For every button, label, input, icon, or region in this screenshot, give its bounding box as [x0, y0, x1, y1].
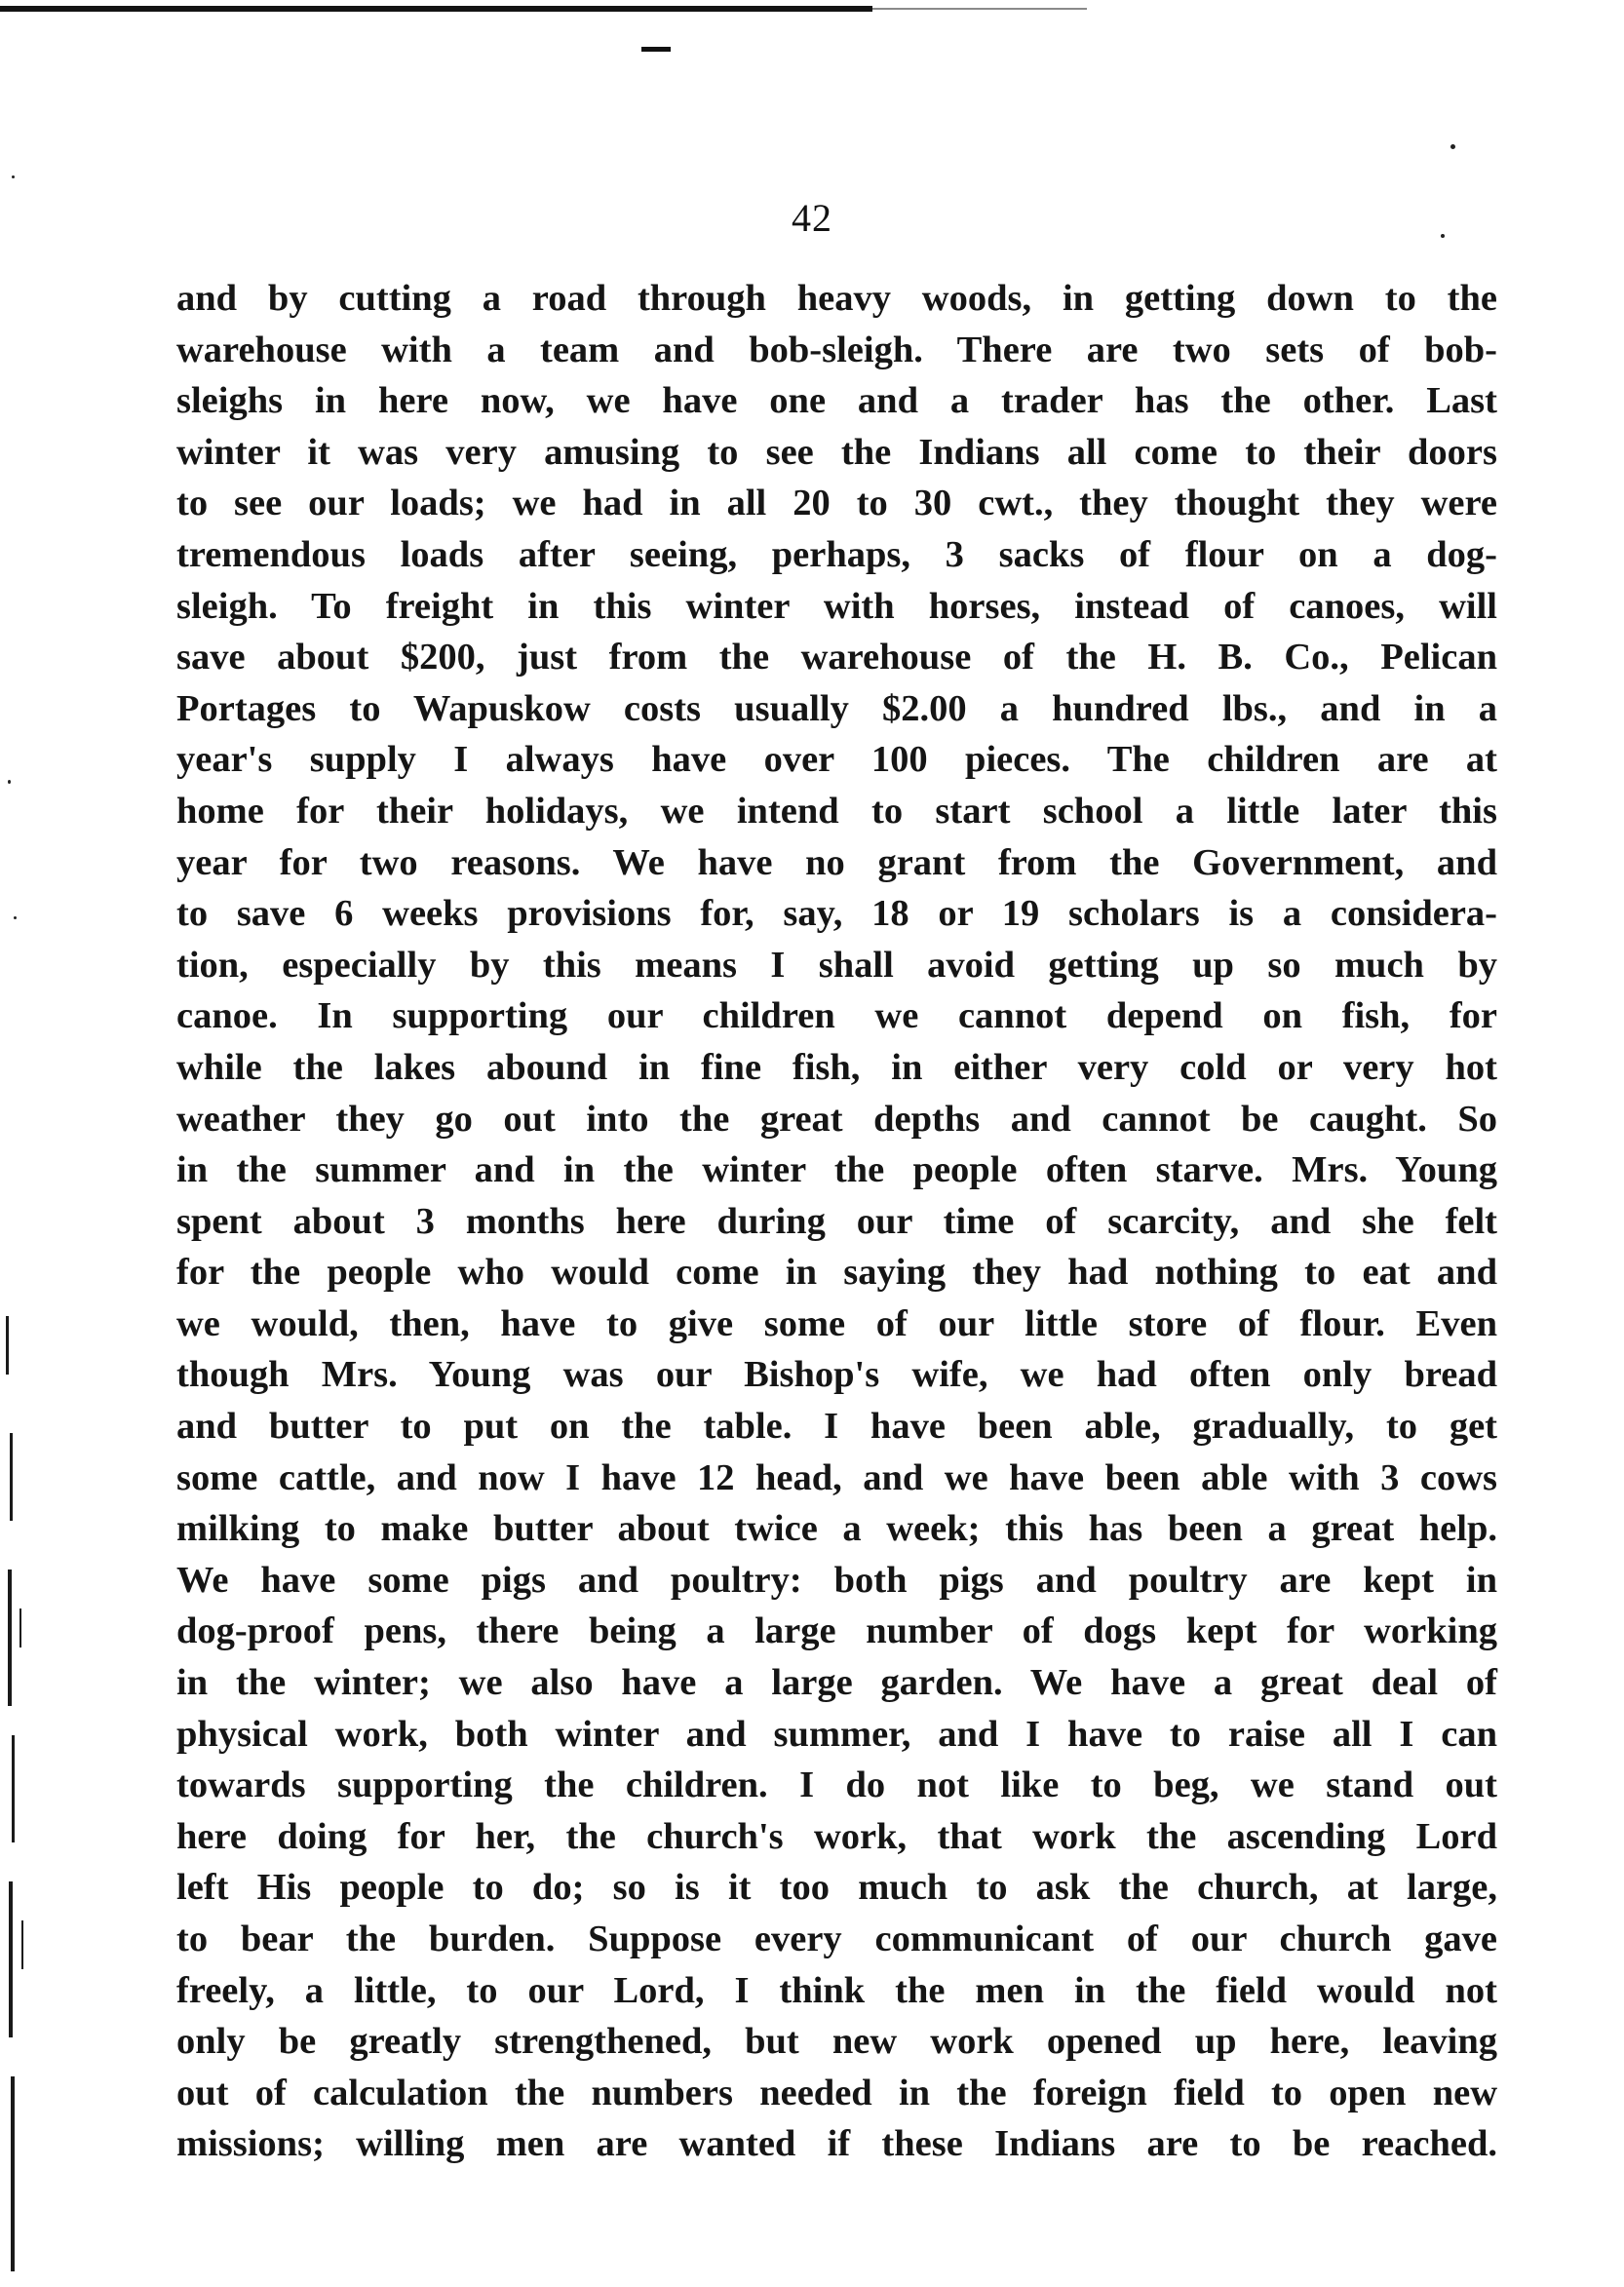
- text-line: some cattle, and now I have 12 head, and we have been able with 3 cows: [176, 1456, 1497, 1498]
- text-line: for the people who would come in saying they had nothing to eat and: [176, 1252, 1497, 1294]
- scan-speck: [1450, 144, 1455, 149]
- text-line: in the summer and in the winter the people often starve. Mrs. Young: [176, 1149, 1497, 1191]
- text-line: towards supporting the children. I do not like to beg, we stand out: [176, 1764, 1497, 1806]
- text-line: we would, then, have to give some of our little store of flour. Even: [176, 1302, 1497, 1344]
- text-line: while the lakes abound in fine fish, in either very cold or very hot: [176, 1046, 1497, 1088]
- text-line: and butter to put on the table. I have been able, gradually, to get: [176, 1406, 1497, 1448]
- text-line: year for two reasons. We have no grant from the Government, and: [176, 841, 1497, 883]
- text-line: missions; willing men are wanted if these Indians are to be reached.: [176, 2123, 1497, 2165]
- text-line: only be greatly strengthened, but new work opened up here, leaving: [176, 2021, 1497, 2063]
- text-line: physical work, both winter and summer, and I have to raise all I can: [176, 1713, 1497, 1755]
- text-line: canoe. In supporting our children we cannot depend on fish, for: [176, 995, 1497, 1037]
- text-line: sleigh. To freight in this winter with horses, instead of canoes, will: [176, 585, 1497, 627]
- text-line: out of calculation the numbers needed in the foreign field to open new: [176, 2072, 1497, 2113]
- text-line: milking to make butter about twice a week; this has been a great help.: [176, 1508, 1497, 1550]
- page-number: 42: [792, 196, 832, 240]
- text-line: home for their holidays, we intend to start school a little later this: [176, 790, 1497, 832]
- scan-speck: [12, 175, 15, 178]
- text-line: spent about 3 months here during our time of scarcity, and she felt: [176, 1200, 1497, 1242]
- text-line: dog-proof pens, there being a large number of dogs kept for working: [176, 1610, 1497, 1652]
- scan-speck: [14, 916, 17, 919]
- text-line: save about $200, just from the warehouse of the H. B. Co., Pelican: [176, 637, 1497, 678]
- text-line: to bear the burden. Suppose every communicant of our church gave: [176, 1919, 1497, 1959]
- text-line: tion, especially by this means I shall avoid getting up so much by: [176, 944, 1497, 986]
- scan-speck: [8, 780, 11, 784]
- text-line: to save 6 weeks provisions for, say, 18 or 19 scholars is a considera-: [176, 893, 1497, 935]
- text-line: year's supply I always have over 100 pieces. The children are at: [176, 739, 1497, 781]
- text-line: tremendous loads after seeing, perhaps, 3 sacks of flour on a dog-: [176, 533, 1497, 575]
- text-line: to see our loads; we had in all 20 to 30 cwt., they thought they were: [176, 483, 1497, 524]
- text-line: winter it was very amusing to see the Indians all come to their doors: [176, 431, 1497, 473]
- text-line: Portages to Wapuskow costs usually $2.00 a hundred lbs., and in a: [176, 687, 1497, 729]
- text-line: in the winter; we also have a large garden. We have a great deal of: [176, 1662, 1497, 1704]
- text-line: left His people to do; so is it too much to ask the church, at large,: [176, 1867, 1497, 1909]
- body-text: [176, 273, 1497, 2170]
- text-line: warehouse with a team and bob-sleigh. There are two sets of bob-: [176, 329, 1497, 370]
- top-dash-mark: [641, 47, 671, 52]
- top-border-rule: [0, 6, 872, 12]
- top-border-rule-faint: [872, 8, 1087, 10]
- left-edge-scan-artifact: [0, 1316, 39, 2287]
- text-line: and by cutting a road through heavy woods, in getting down to the: [176, 278, 1497, 319]
- text-line: sleighs in here now, we have one and a trader has the other. Last: [176, 380, 1497, 422]
- text-line: though Mrs. Young was our Bishop's wife, we had often only bread: [176, 1354, 1497, 1396]
- text-line: We have some pigs and poultry: both pigs and poultry are kept in: [176, 1559, 1497, 1601]
- text-line: weather they go out into the great depths and cannot be caught. So: [176, 1098, 1497, 1140]
- text-line: here doing for her, the church's work, that work the ascending Lord: [176, 1815, 1497, 1857]
- text-line: freely, a little, to our Lord, I think the men in the field would not: [176, 1969, 1497, 2011]
